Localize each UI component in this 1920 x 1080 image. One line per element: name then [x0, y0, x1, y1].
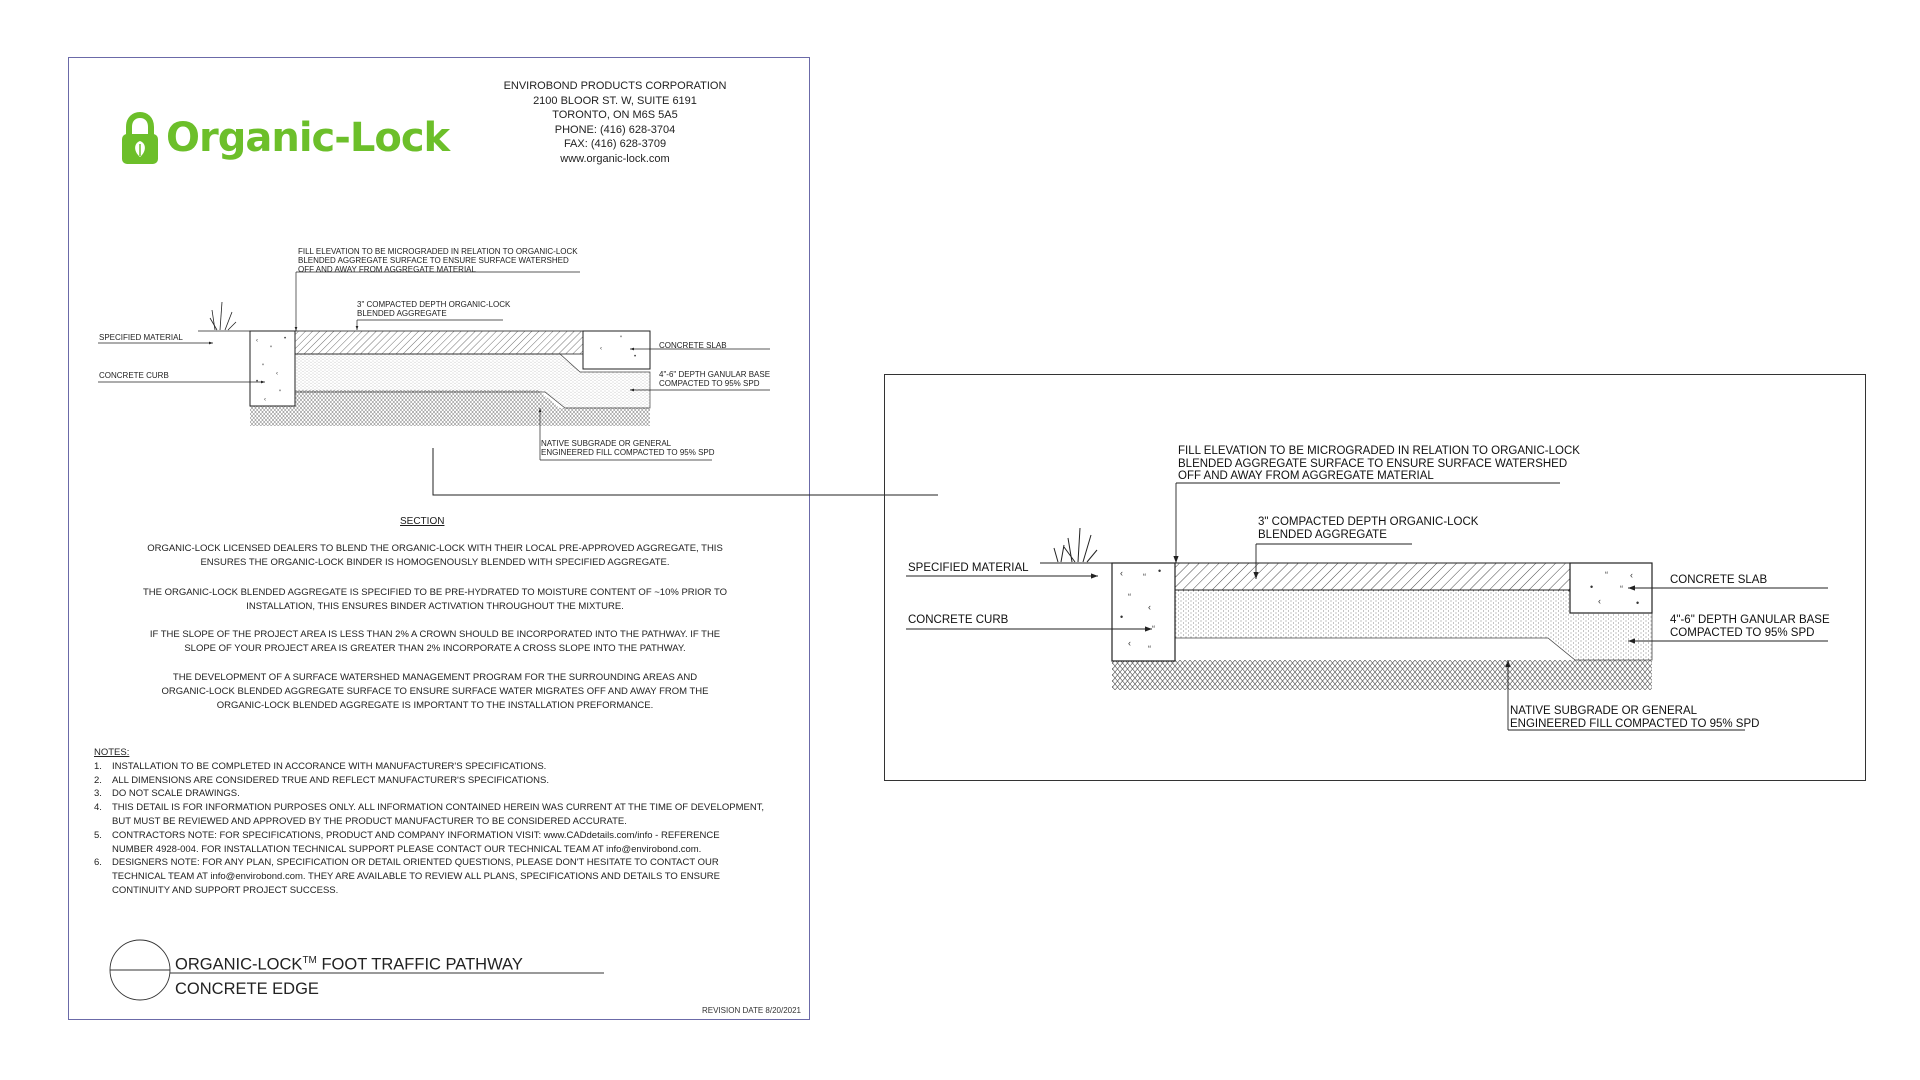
svg-text:•: • [634, 354, 637, 360]
paragraph-4: THE DEVELOPMENT OF A SURFACE WATERSHED MANAGEMENT PROGRAM FOR THE SURROUNDING AREAS AND ORGANIC-LOCK BLENDED AGGREGATE SURFACE TO ENSURE SURFACE WATER MIGRATES OFF AND AWAY FROM THE ORGANIC-LOCK BLENDED AGGREGATE IS IMPORTANT TO THE INSTALLATION PREFORMANCE. [161, 672, 709, 711]
large-label-concrete-curb: CONCRETE CURB [908, 614, 1009, 626]
paragraph-1: ORGANIC-LOCK LICENSED DEALERS TO BLEND THE ORGANIC-LOCK WITH THEIR LOCAL PRE-APPROVED AGGREGATE, THIS ENSURES THE ORGANIC-LOCK BINDER IS HOMOGENOUSLY BLENDED WITH SPECIFIED AGGREGATE. [147, 543, 723, 568]
company-fax: FAX: (416) 628-3709 [563, 138, 667, 150]
svg-text:•: • [1120, 612, 1124, 622]
small-label-compacted: 3" COMPACTED DEPTH ORGANIC-LOCK BLENDED AGGREGATE [357, 300, 511, 318]
notes-section [94, 746, 794, 898]
small-label-specified-material: SPECIFIED MATERIAL [99, 333, 183, 342]
svg-text:‹: ‹ [276, 371, 278, 377]
svg-text:“: “ [262, 364, 264, 370]
small-concrete-slab [583, 331, 650, 369]
paragraph-3: IF THE SLOPE OF THE PROJECT AREA IS LESS THAN 2% A CROWN SHOULD BE INCORPORATED INTO THE PATHWAY. IF THE SLOPE OF YOUR PROJECT AREA IS GREATER THAN 2% INCORPORATE A CROSS SLOPE INTO THE PATHWAY. [149, 629, 721, 654]
note-item: 3. DO NOT SCALE DRAWINGS. [94, 788, 240, 800]
svg-text:“: “ [1152, 624, 1155, 634]
svg-text:•: • [256, 379, 259, 385]
svg-text:“: “ [620, 336, 622, 342]
note-item: 5. CONTRACTORS NOTE: FOR SPECIFICATIONS, PRODUCT AND COMPANY INFORMATION VISIT: www.CADdetails.com/info - REFERENCE NUMBER 4928-004. FOR INSTALLATION TECHNICAL SUPPORT PLEASE CONTACT OUR TECHNICAL TEAM AT info@envirobond.com. [94, 829, 720, 855]
section-title: SECTION [400, 516, 445, 527]
note-item: 1. INSTALLATION TO BE COMPLETED IN ACCORANCE WITH MANUFACTURER'S SPECIFICATIONS. [94, 760, 547, 772]
large-label-fill-elevation: FILL ELEVATION TO BE MICROGRADED IN RELATION TO ORGANIC-LOCK BLENDED AGGREGATE SURFACE TO ENSURE SURFACE WATERSHED OFF AND AWAY FROM AGGREGATE MATERIAL [1178, 445, 1580, 482]
svg-text:“: “ [270, 346, 272, 352]
svg-text:‹: ‹ [1128, 638, 1131, 648]
small-label-concrete-slab: CONCRETE SLAB [659, 341, 727, 350]
svg-text:‹: ‹ [1630, 570, 1633, 580]
svg-text:“: “ [1605, 570, 1608, 580]
svg-text:‹: ‹ [1120, 568, 1123, 578]
svg-text:•: • [1158, 566, 1162, 576]
small-label-subgrade: NATIVE SUBGRADE OR GENERAL ENGINEERED FILL COMPACTED TO 95% SPD [541, 439, 715, 457]
small-grass-icon [210, 302, 236, 330]
company-website: www.organic-lock.com [560, 152, 670, 165]
svg-text:‹: ‹ [264, 397, 266, 403]
small-label-concrete-curb: CONCRETE CURB [99, 371, 169, 380]
svg-text:“: “ [1143, 572, 1146, 582]
company-name: ENVIROBOND PRODUCTS CORPORATION [503, 80, 727, 92]
logo-text: Organic-Lock [166, 115, 450, 161]
paragraph-2: THE ORGANIC-LOCK BLENDED AGGREGATE IS SPECIFIED TO BE PRE-HYDRATED TO MOISTURE CONTENT OF ~10% PRIOR TO INSTALLATION, THIS ENSURES BINDER ACTIVATION THROUGHOUT THE MIXTURE. [142, 587, 728, 612]
note-item: 4. THIS DETAIL IS FOR INFORMATION PURPOSES ONLY. ALL INFORMATION CONTAINED HEREIN WAS CURRENT AT THE TIME OF DEVELOPMENT, BUT MUST BE REVIEWED AND APPROVED BY THE PRODUCT MANUFACTURER TO BE CONSIDERED ACCURATE. [94, 802, 765, 827]
svg-text:“: “ [279, 390, 281, 396]
drawing-subtitle: CONCRETE EDGE [175, 980, 319, 998]
large-label-concrete-slab: CONCRETE SLAB [1670, 574, 1768, 586]
small-aggregate-layer [295, 331, 583, 354]
large-label-subgrade: NATIVE SUBGRADE OR GENERAL ENGINEERED FILL COMPACTED TO 95% SPD [1510, 705, 1760, 730]
company-address-1: 2100 BLOOR ST. W, SUITE 6191 [533, 94, 697, 107]
svg-text:•: • [1636, 598, 1640, 608]
svg-text:‹: ‹ [600, 346, 602, 352]
svg-text:“: “ [1148, 644, 1151, 654]
company-address-2: TORONTO, ON M6S 5A5 [552, 109, 678, 121]
small-section [98, 272, 938, 495]
svg-text:“: “ [1128, 592, 1131, 602]
note-item: 2. ALL DIMENSIONS ARE CONSIDERED TRUE AND REFLECT MANUFACTURER'S SPECIFICATIONS. [94, 774, 549, 786]
svg-text:•: • [284, 336, 287, 342]
svg-text:“: “ [1620, 584, 1623, 594]
large-label-compacted: 3" COMPACTED DEPTH ORGANIC-LOCK BLENDED AGGREGATE [1258, 516, 1479, 541]
small-label-fill-elevation: FILL ELEVATION TO BE MICROGRADED IN RELATION TO ORGANIC-LOCK BLENDED AGGREGATE SURFACE TO ENSURE SURFACE WATERSHED OFF AND AWAY FROM AGGREGATE MATERIAL [298, 247, 578, 274]
drawing-title: ORGANIC-LOCK™ FOOT TRAFFIC PATHWAY [175, 955, 523, 974]
large-label-specified-material: SPECIFIED MATERIAL [908, 562, 1029, 574]
svg-text:‹: ‹ [1598, 596, 1601, 606]
small-label-granular-base: 4"-6" DEPTH GANULAR BASE COMPACTED TO 95% SPD [659, 370, 771, 388]
svg-text:•: • [1590, 582, 1594, 592]
svg-text:‹: ‹ [256, 338, 258, 344]
notes-heading: NOTES: [94, 747, 130, 758]
company-phone: PHONE: (416) 628-3704 [554, 123, 676, 136]
note-item: 6. DESIGNERS NOTE: FOR ANY PLAN, SPECIFICATION OR DETAIL ORIENTED QUESTIONS, PLEASE DON'T HESITATE TO CONTACT OUR TECHNICAL TEAM AT info@envirobond.com. THEY ARE AVAILABLE TO REVIEW ALL PLANS, SPECIFICATIONS AND DETAILS TO ENSURE CONTINUITY AND SUPPORT PROJECT SUCCESS. [94, 857, 721, 896]
svg-text:‹: ‹ [1148, 602, 1151, 612]
large-label-granular-base: 4"-6" DEPTH GANULAR BASE COMPACTED TO 95% SPD [1670, 614, 1830, 639]
revision-date: REVISION DATE 8/20/2021 [702, 1006, 802, 1015]
